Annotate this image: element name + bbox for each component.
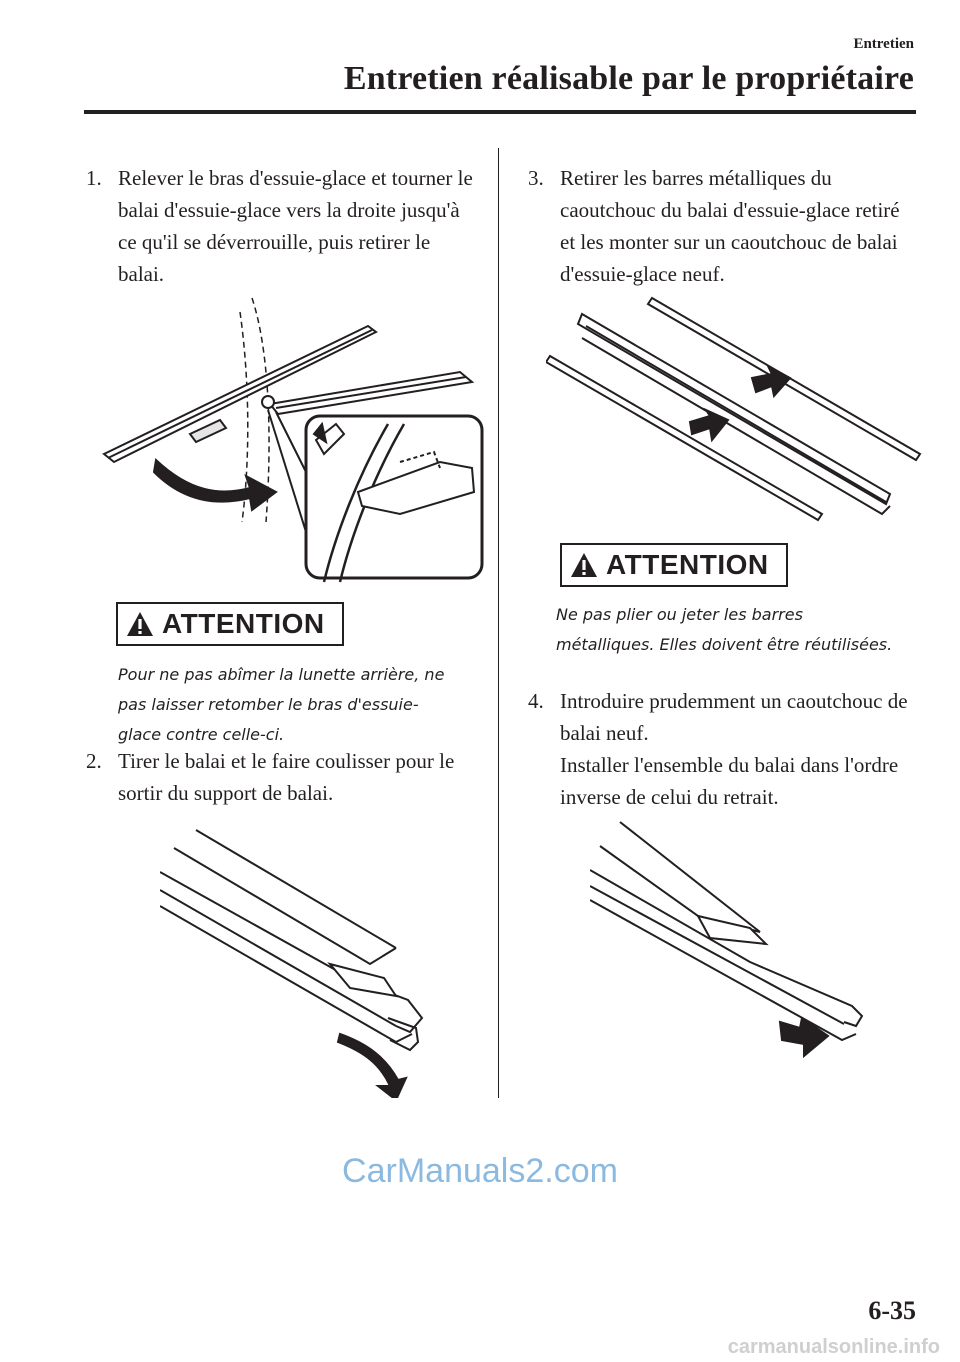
step-number: 3.	[528, 166, 544, 190]
column-divider	[498, 148, 499, 1098]
page-number: 6-35	[868, 1296, 916, 1325]
attention-label: ATTENTION	[162, 608, 325, 639]
footer-site: carmanualsonline.info	[727, 1336, 940, 1358]
attention-label: ATTENTION	[606, 549, 769, 580]
warning-triangle-icon	[570, 552, 598, 578]
page-title: Entretien réalisable par le propriétaire	[343, 60, 914, 97]
step-text: Relever le bras d'essuie-glace et tourner le balai d'essuie-glace vers la droite jusqu'à ce qu'il se déverrouille, puis retirer le balai.	[118, 166, 473, 286]
watermark: CarManuals2.com	[342, 1152, 618, 1190]
attention-text: Ne pas plier ou jeter les barres métalliques. Elles doivent être réutilisées.	[556, 605, 893, 654]
header-divider	[84, 110, 916, 114]
step-number: 4.	[528, 689, 544, 713]
section-label: Entretien	[853, 36, 914, 52]
blade-slide-illustration	[160, 828, 430, 1098]
step-number: 1.	[86, 166, 102, 190]
step-text-continued: Installer l'ensemble du balai dans l'ordre inverse de celui du retrait.	[560, 753, 899, 809]
step-1	[86, 162, 476, 290]
step-3	[528, 162, 918, 290]
step-text: Tirer le balai et le faire coulisser pour le sortir du support de balai.	[118, 749, 455, 805]
warning-triangle-icon	[126, 611, 154, 637]
attention-box	[560, 543, 788, 587]
step-2	[86, 745, 476, 809]
step-text: Introduire prudemment un caoutchouc de balai neuf.	[560, 689, 908, 745]
metal-bars-illustration	[546, 292, 926, 524]
step-text: Retirer les barres métalliques du caoutchouc du balai d'essuie-glace retiré et les monter sur un caoutchouc de balai d'essuie-glace neuf.	[560, 166, 900, 286]
insert-blade-illustration	[590, 820, 870, 1060]
step-number: 2.	[86, 749, 102, 773]
attention-text: Pour ne pas abîmer la lunette arrière, ne pas laisser retomber le bras d'essuie-glace contre celle-ci.	[118, 665, 445, 744]
wiper-unlock-illustration	[100, 292, 490, 584]
step-4	[528, 685, 918, 813]
attention-box	[116, 602, 344, 646]
